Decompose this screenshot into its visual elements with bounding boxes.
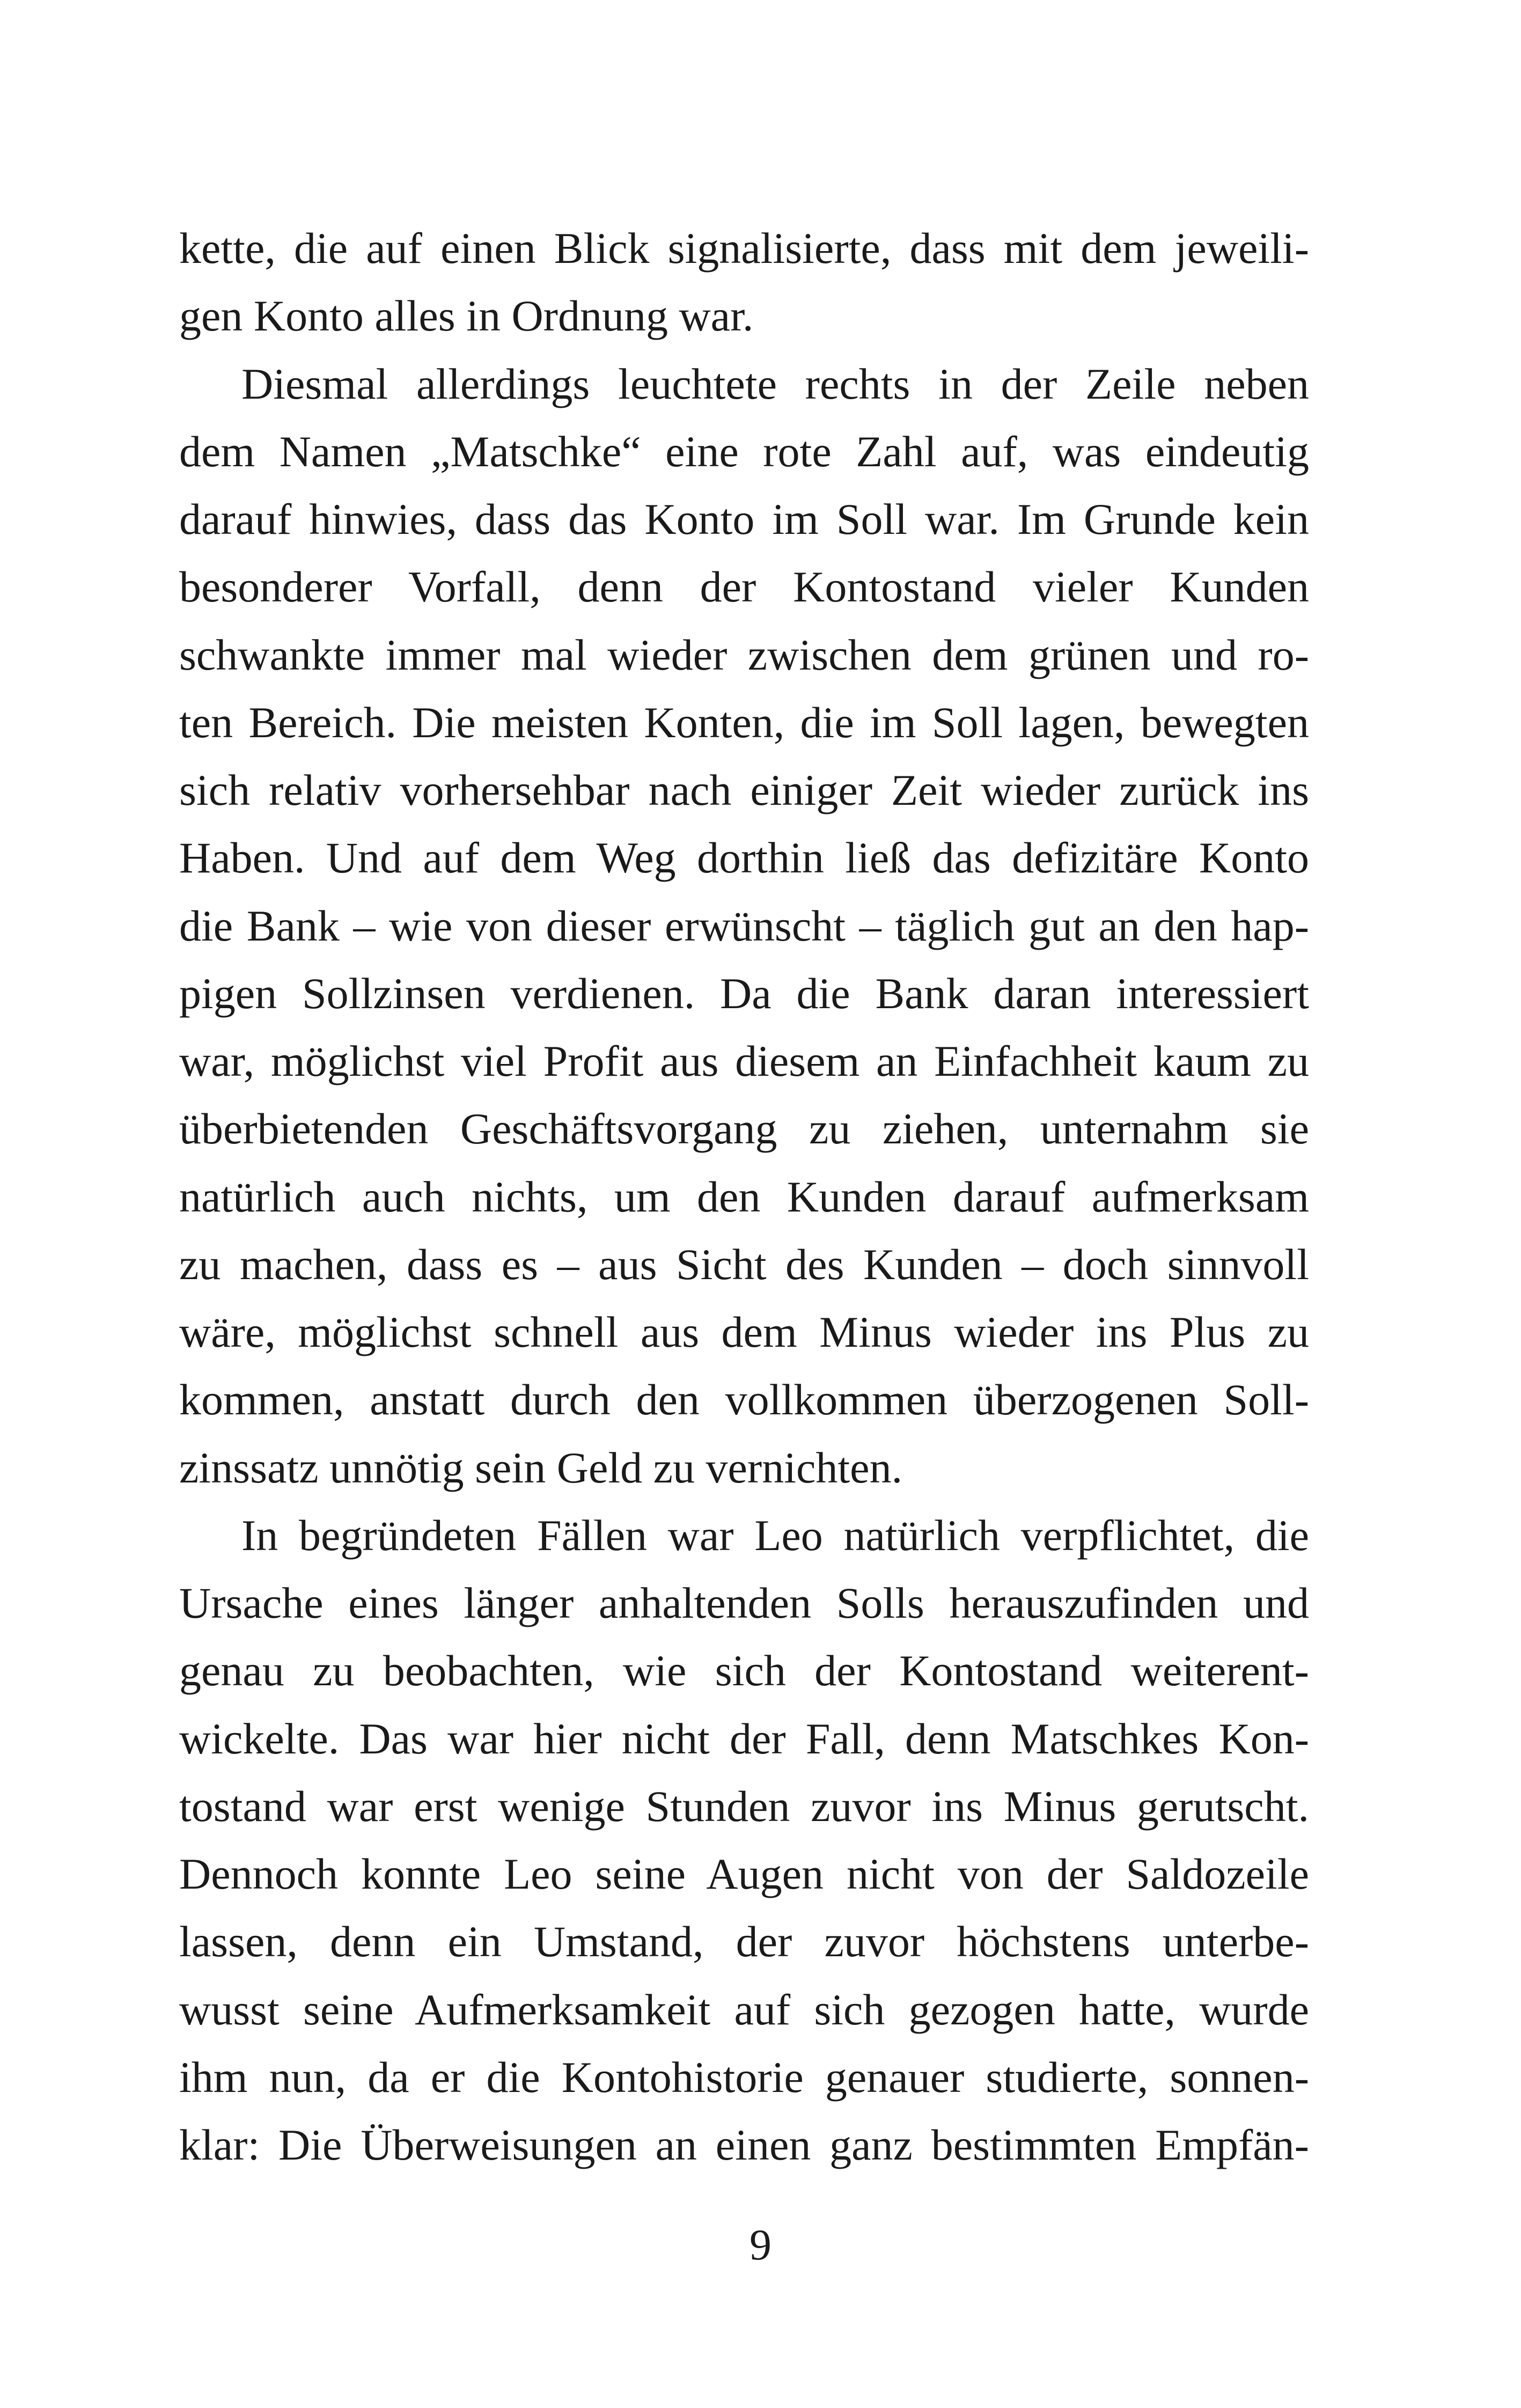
text-line: genau zu beobachten, wie sich der Kontostand weiterent- (179, 1646, 1309, 1695)
text-line: Ursache eines länger anhaltenden Solls herauszufinden und (179, 1579, 1309, 1627)
text-line: Dennoch konnte Leo seine Augen nicht von der Saldozeile (179, 1849, 1309, 1898)
text-line: Diesmal allerdings leuchtete rechts in der Zeile neben (241, 359, 1309, 408)
text-line: darauf hinwies, dass das Konto im Soll war. Im Grunde kein (179, 495, 1309, 544)
text-line: ihm nun, da er die Kontohistorie genauer studierte, sonnen- (179, 2052, 1309, 2102)
text-line: pigen Sollzinsen verdienen. Da die Bank daran interessiert (179, 968, 1309, 1018)
text-line: klar: Die Überweisungen an einen ganz bestimmten Empfän- (179, 2120, 1309, 2169)
text-line: wäre, möglichst schnell aus dem Minus wieder ins Plus zu (179, 1308, 1309, 1356)
text-line: wusst seine Aufmerksamkeit auf sich gezogen hatte, wurde (179, 1985, 1309, 2034)
text-line: gen Konto alles in Ordnung war. (179, 291, 754, 341)
page-number: 9 (750, 2220, 771, 2269)
text-line: ten Bereich. Die meisten Konten, die im Soll lagen, bewegten (179, 698, 1309, 747)
text-line: lassen, denn ein Umstand, der zuvor höchstens unterbe- (179, 1917, 1309, 1966)
text-line: überbietenden Geschäftsvorgang zu ziehen, unternahm sie (179, 1104, 1309, 1154)
text-line: natürlich auch nichts, um den Kunden darauf aufmerksam (179, 1172, 1309, 1221)
text-line: In begründeten Fällen war Leo natürlich verpflichtet, die (241, 1510, 1309, 1560)
text-line: die Bank – wie von dieser erwünscht – täglich gut an den hap- (179, 901, 1309, 950)
text-line: zinssatz unnötig sein Geld zu vernichten. (179, 1443, 903, 1492)
text-line: kette, die auf einen Blick signalisierte, dass mit dem jeweili- (179, 224, 1309, 273)
text-line: kommen, anstatt durch den vollkommen überzogenen Soll- (179, 1375, 1309, 1425)
text-line: tostand war erst wenige Stunden zuvor ins Minus gerutscht. (179, 1781, 1309, 1831)
text-line: schwankte immer mal wieder zwischen dem grünen und ro- (179, 630, 1309, 679)
text-line: sich relativ vorhersehbar nach einiger Zeit wieder zurück ins (179, 766, 1309, 814)
text-line: war, möglichst viel Profit aus diesem an Einfachheit kaum zu (179, 1037, 1309, 1085)
text-line: zu machen, dass es – aus Sicht des Kunden – doch sinnvoll (179, 1239, 1309, 1289)
text-line: dem Namen „Matschke“ eine rote Zahl auf, was eindeutig (179, 427, 1309, 476)
body-text (179, 215, 1309, 2179)
text-line: besonderer Vorfall, denn der Kontostand vieler Kunden (179, 562, 1309, 612)
text-line: Haben. Und auf dem Weg dorthin ließ das defizitäre Konto (179, 833, 1309, 883)
text-line: wickelte. Das war hier nicht der Fall, denn Matschkes Kon- (179, 1714, 1309, 1763)
